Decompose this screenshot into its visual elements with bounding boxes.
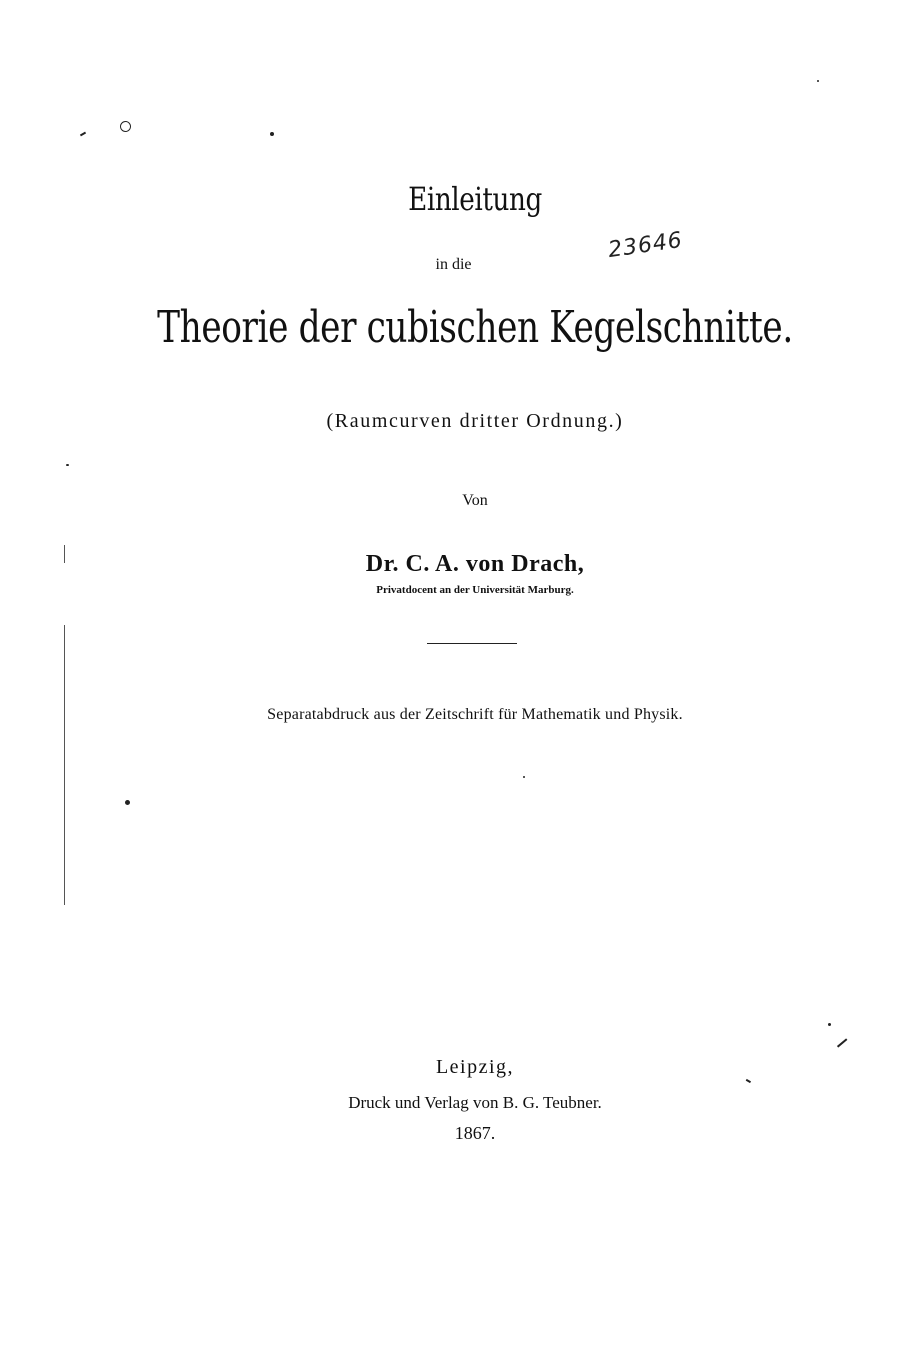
scan-speck xyxy=(120,121,131,132)
imprint-publisher: Druck und Verlag von B. G. Teubner. xyxy=(348,1093,602,1112)
title-main: Einleitung xyxy=(408,180,542,218)
handwritten-shelf-number: 23646 xyxy=(606,227,685,264)
title-subject: Theorie der cubischen Kegelschnitte. xyxy=(157,302,793,353)
scan-speck xyxy=(817,80,819,82)
scan-speck xyxy=(828,1023,831,1026)
scan-speck xyxy=(837,1038,847,1047)
scan-speck xyxy=(66,464,69,466)
imprint-place: Leipzig, xyxy=(435,1056,515,1078)
scan-speck xyxy=(125,800,130,805)
scan-speck xyxy=(746,1079,751,1083)
subtitle: (Raumcurven dritter Ordnung.) xyxy=(326,410,624,432)
author-name: Dr. C. A. von Drach, xyxy=(365,551,585,577)
title-connector: in die xyxy=(435,256,472,273)
byline-label: Von xyxy=(462,492,488,509)
reprint-note: Separatabdruck aus der Zeitschrift für Mathematik und Physik. xyxy=(267,706,683,723)
scan-edge-line xyxy=(64,625,65,905)
scan-speck xyxy=(270,132,274,136)
author-affiliation: Privatdocent an der Universität Marburg. xyxy=(376,584,574,596)
imprint-year: 1867. xyxy=(454,1123,496,1143)
scan-speck xyxy=(80,132,86,137)
scan-speck xyxy=(523,776,525,778)
separator-rule xyxy=(427,643,517,644)
